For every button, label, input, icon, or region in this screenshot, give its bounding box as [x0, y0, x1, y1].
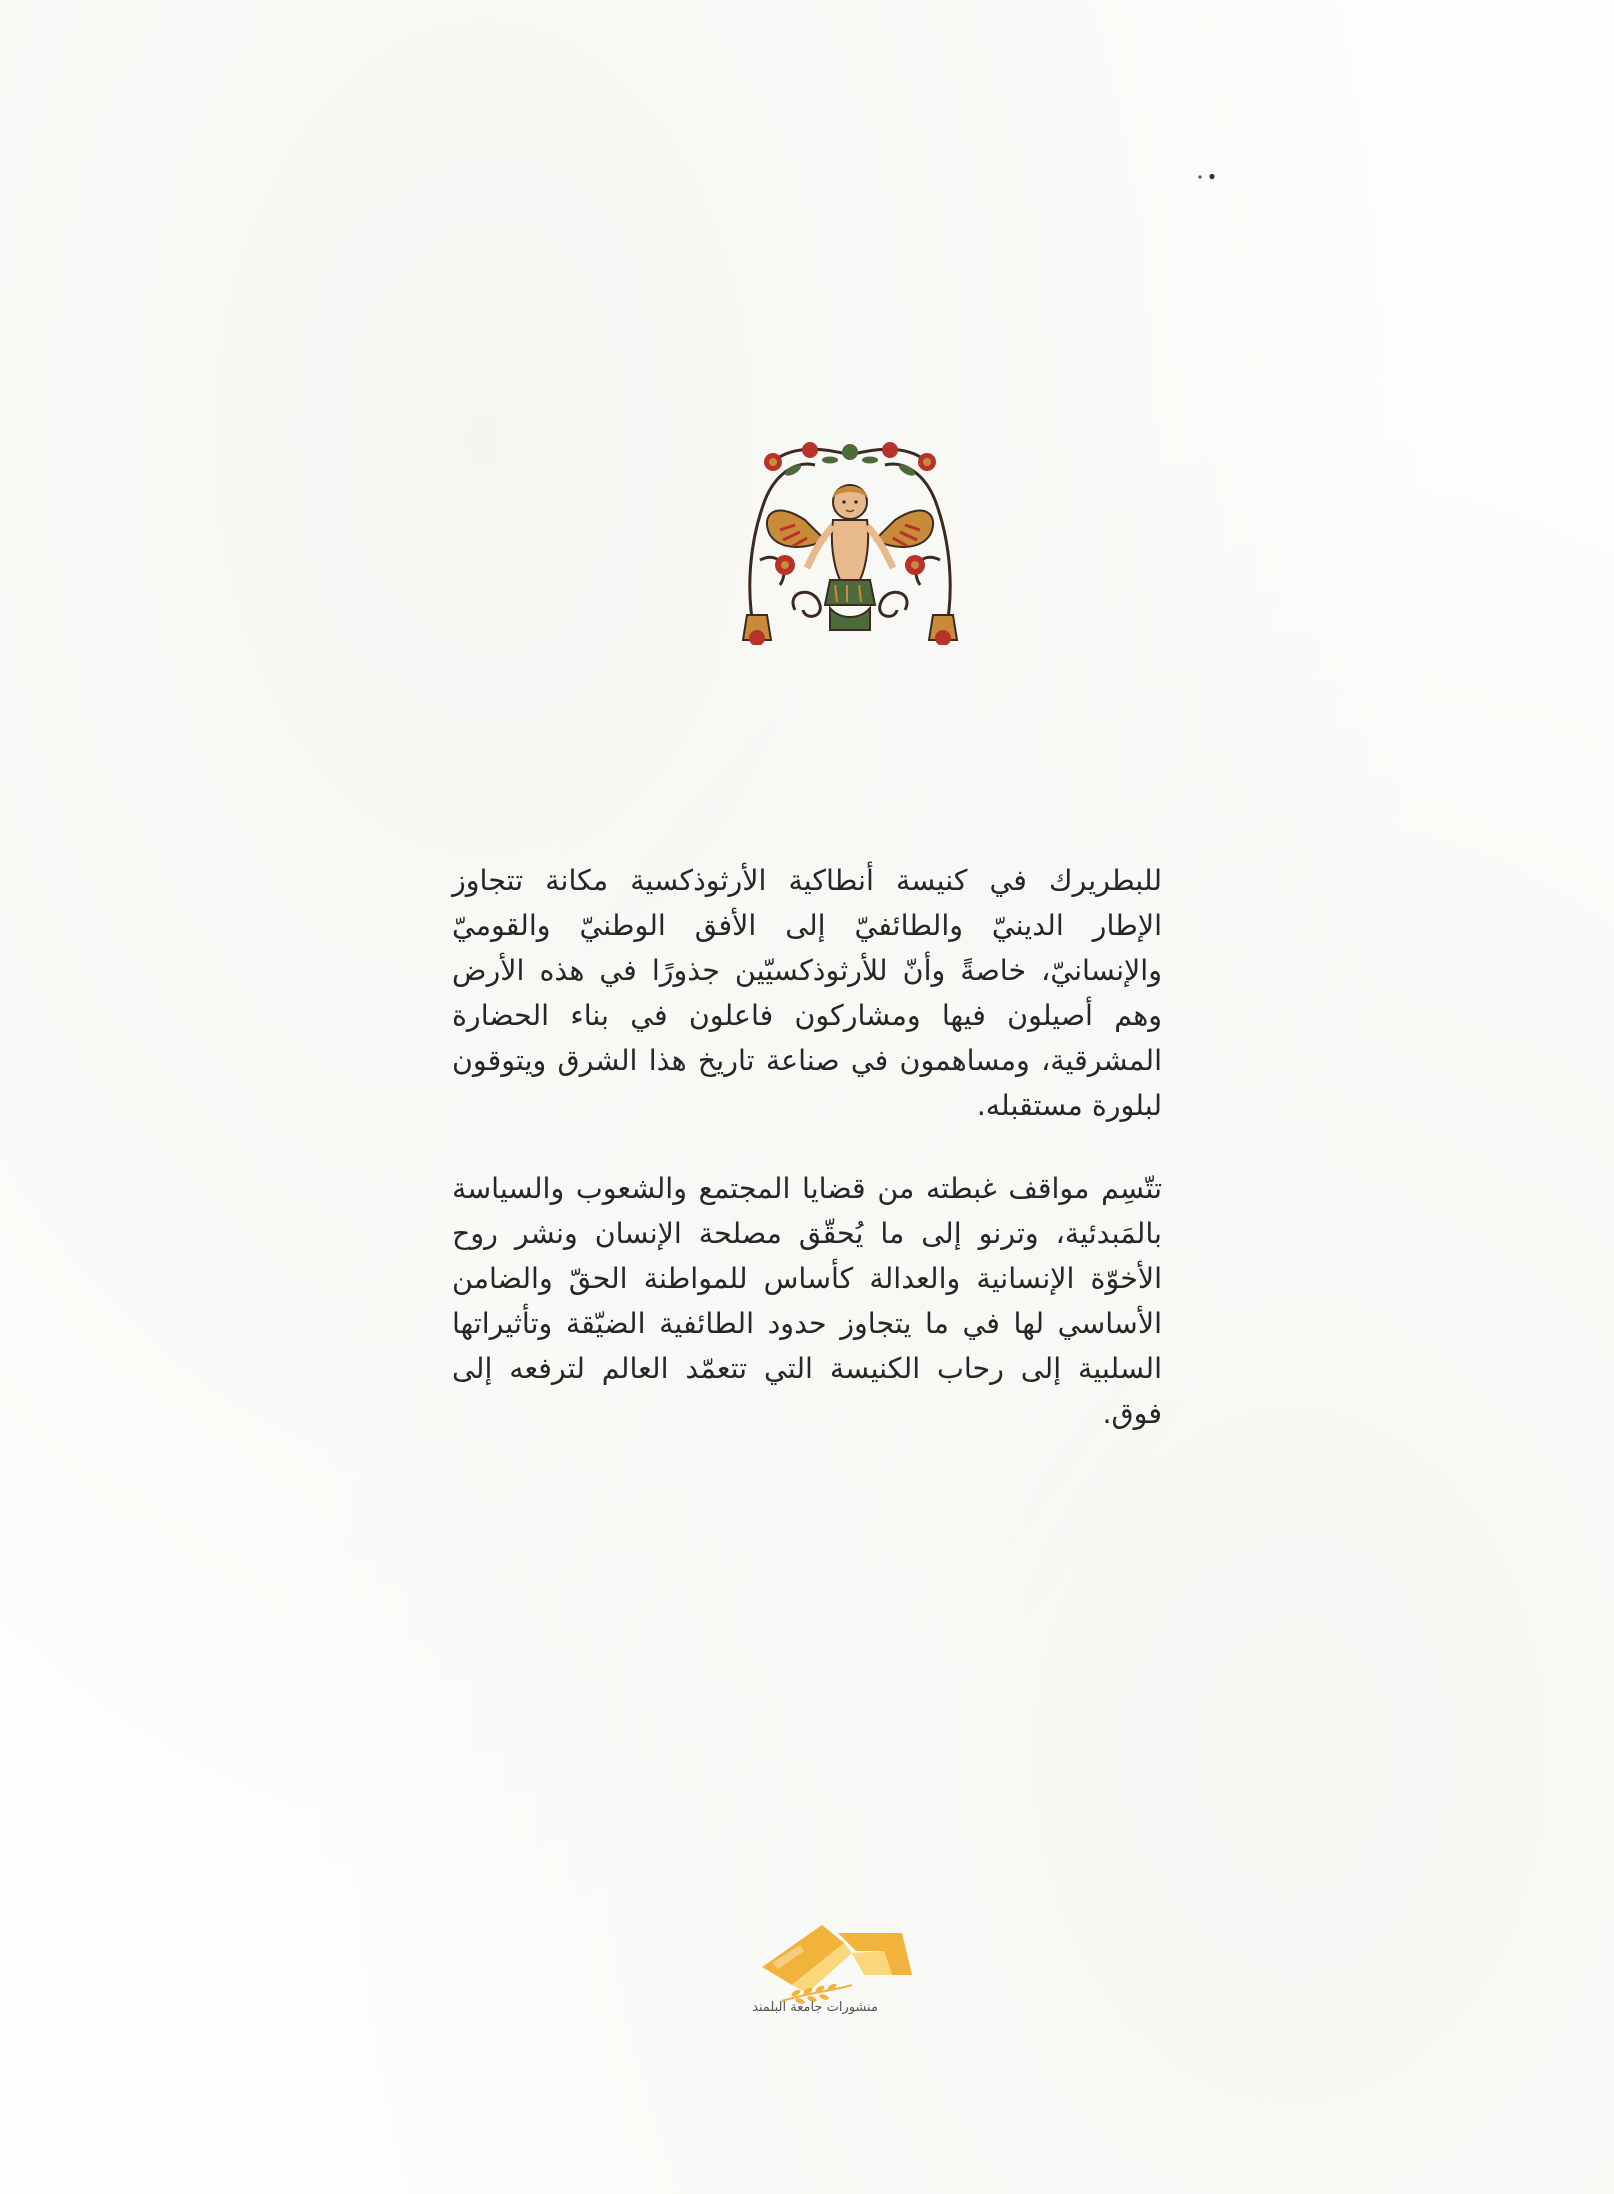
blurb-paragraph-2: تتّسِم مواقف غبطته من قضايا المجتمع والشعوب والسياسة بالمَبدئية، وترنو إلى ما يُحقّق مصلحة الإنسان ونشر روح الأخوّة الإنسانية والعدالة كأساس للمواطنة الحقّ والضامن الأساسي لها في ما يتجاوز حدود الطائفية الضيّقة وتأثيراتها السلبية إلى رحاب الكنيسة التي تتعمّد العالم لترفعه إلى فوق. [452, 1172, 1162, 1430]
blurb-paragraph-1: للبطريرك في كنيسة أنطاكية الأرثوذكسية مكانة تتجاوز الإطار الدينيّ والطائفيّ إلى الأفق الوطنيّ والقوميّ والإنسانيّ، خاصةً وأنّ للأرثوذكسيّين جذورًا في هذه الأرض وهم أصيلون فيها ومشاركون فاعلون في بناء الحضارة المشرقية، ومساهمون في صناعة تاريخ هذا الشرق ويتوقون لبلورة مستقبله. [452, 864, 1162, 1122]
back-cover-blurb [452, 858, 1162, 1436]
ink-speck [1196, 173, 1220, 181]
balamand-press-logo-icon [752, 1905, 924, 2015]
publisher-name: منشورات جامعة البلمند [752, 2000, 878, 2015]
angel-ornament-icon [735, 440, 965, 645]
